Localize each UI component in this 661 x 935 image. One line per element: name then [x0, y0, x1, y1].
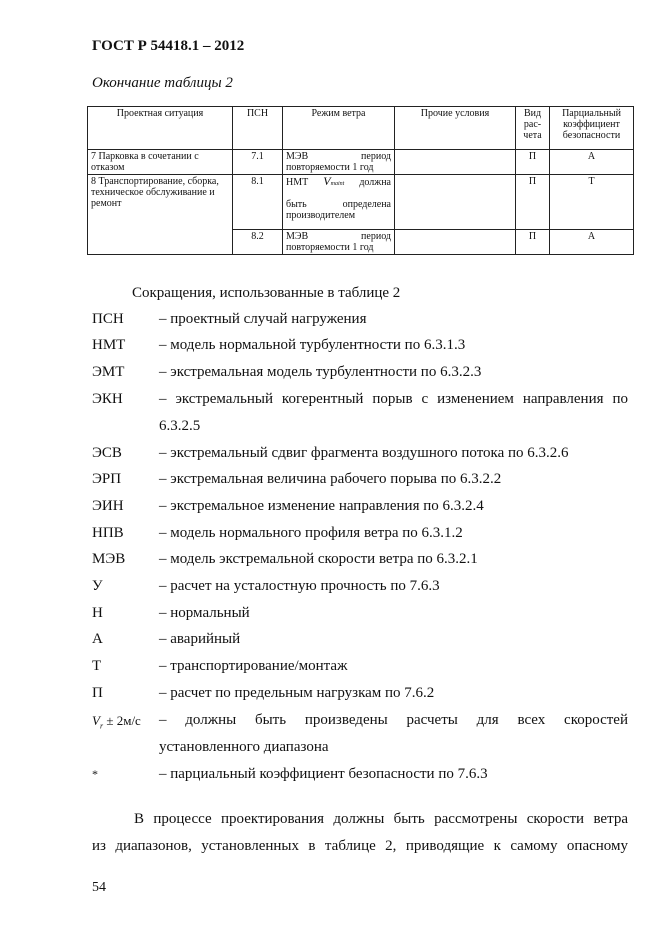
wind-line: МЭВ период — [286, 151, 391, 162]
abbreviation-item — [92, 707, 628, 761]
cell-other — [395, 150, 516, 175]
abbreviation-desc: – транспортирование/монтаж — [159, 658, 348, 674]
cell-factor: А — [550, 150, 634, 175]
body-paragraph — [92, 806, 628, 860]
wind-line: производителем — [286, 210, 356, 221]
abbreviation-key: А — [92, 631, 103, 647]
cell-factor: А — [550, 230, 634, 255]
cell-calc: П — [516, 150, 550, 175]
abbreviations-title: Сокращения, использованные в таблице 2 — [132, 285, 401, 301]
table-header-row — [88, 107, 634, 150]
col-header-calc: Вид рас-чета — [516, 107, 550, 150]
abbreviation-key: П — [92, 685, 103, 701]
col-header-psn: ПСН — [233, 107, 283, 150]
paragraph-line: В процессе проектирования должны быть рассмотрены скорости ветра — [134, 811, 628, 827]
abbreviation-key: Н — [92, 605, 103, 621]
cell-situation: 8 Транспортирование, сборка, техническое обслуживание и ремонт — [88, 175, 233, 255]
abbreviation-desc: – модель нормальной турбулентности по 6.3.1.3 — [159, 337, 466, 353]
abbreviation-desc: – расчет по предельным нагрузкам по 7.6.2 — [159, 685, 435, 701]
cell-calc: П — [516, 175, 550, 230]
abbreviation-desc: – аварийный — [159, 631, 241, 647]
abbreviation-desc: – экстремальный сдвиг фрагмента воздушного потока по 6.3.2.6 — [159, 445, 569, 461]
page-number: 54 — [92, 880, 106, 895]
cell-factor: Т — [550, 175, 634, 230]
abbreviation-key: У — [92, 578, 103, 594]
abbreviation-key: ЭИН — [92, 498, 124, 514]
wind-tail: должна — [359, 177, 391, 188]
cell-other — [395, 230, 516, 255]
cell-psn: 7.1 — [233, 150, 283, 175]
abbreviation-desc: – экстремальная модель турбулентности по 6.3.2.3 — [159, 364, 482, 380]
cell-psn: 8.1 — [233, 175, 283, 230]
wind-model: НМТ — [286, 177, 309, 188]
abbreviation-desc: – модель экстремальной скорости ветра по 6.3.2.1 — [159, 551, 478, 567]
cell-other — [395, 175, 516, 230]
document-header: ГОСТ Р 54418.1 – 2012 — [92, 38, 245, 54]
abbreviation-key: МЭВ — [92, 551, 126, 567]
col-header-situation: Проектная ситуация — [88, 107, 233, 150]
wind-line: МЭВ период — [286, 231, 391, 242]
abbreviation-desc: – экстремальное изменение направления по 6.3.2.4 — [159, 498, 484, 514]
abbreviation-item — [92, 386, 628, 440]
abbreviation-key: ЭСВ — [92, 445, 122, 461]
col-header-other: Прочие условия — [395, 107, 516, 150]
abbreviation-desc: – экстремальная величина рабочего порыва по 6.3.2.2 — [159, 471, 502, 487]
cell-wind — [283, 175, 395, 230]
abbreviation-key: ЭРП — [92, 471, 122, 487]
table-row — [88, 175, 634, 230]
design-situations-table — [87, 106, 634, 255]
abbreviation-desc: – парциальный коэффициент безопасности по 7.6.3 — [159, 766, 488, 782]
wind-line — [286, 176, 391, 190]
abbreviation-desc: – нормальный — [159, 605, 250, 621]
col-header-factor: Парциальный коэффициент безопасности — [550, 107, 634, 150]
abbreviation-key: Т — [92, 658, 102, 674]
cell-situation: 7 Парковка в сочетании с отказом — [88, 150, 233, 175]
table-row — [88, 150, 634, 175]
cell-psn: 8.2 — [233, 230, 283, 255]
wind-line: повторяемости 1 год — [286, 162, 374, 173]
abbreviation-desc: – расчет на усталостную прочность по 7.6.3 — [159, 578, 440, 594]
abbreviation-desc: – проектный случай нагружения — [159, 311, 367, 327]
cell-wind — [283, 230, 395, 255]
cell-wind — [283, 150, 395, 175]
v-maint-symbol: Vmaint — [323, 174, 345, 188]
table-caption: Окончание таблицы 2 — [92, 75, 233, 91]
cell-calc: П — [516, 230, 550, 255]
abbreviation-key: НПВ — [92, 525, 124, 541]
abbreviation-key-vr: $V_r \pm 2м/с$ — [92, 713, 141, 731]
wind-line: быть определена — [286, 199, 391, 210]
abbreviation-desc: – модель нормального профиля ветра по 6.3.1.2 — [159, 525, 463, 541]
abbreviation-key: * — [92, 767, 98, 781]
abbreviation-desc: – экстремальный когерентный порыв с изменением направления по 6.3.2.5 — [159, 391, 628, 434]
abbreviation-key: ПСН — [92, 311, 124, 327]
wind-line: повторяемости 1 год — [286, 242, 374, 253]
abbreviation-desc: – должны быть произведены расчеты для всех скоростей установленного диапазона — [159, 712, 628, 755]
abbreviation-key: ЭКН — [92, 391, 123, 407]
abbreviation-key: НМТ — [92, 337, 126, 353]
col-header-wind: Режим ветра — [283, 107, 395, 150]
abbreviation-key: ЭМТ — [92, 364, 125, 380]
paragraph-line: из диапазонов, установленных в таблице 2, приводящие к самому опасному — [92, 838, 628, 854]
